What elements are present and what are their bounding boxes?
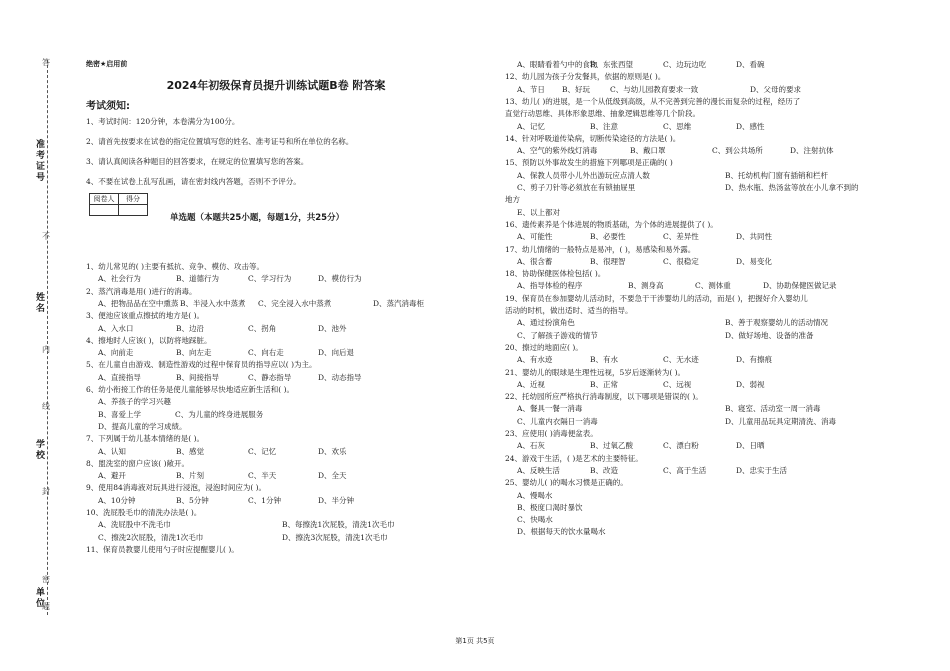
answer-option: A、记忆 — [517, 121, 545, 131]
answer-option: C、与幼儿园教育要求一致 — [610, 84, 699, 94]
answer-option: D、注射抗体 — [790, 146, 834, 156]
answer-option: D、忠实于生活 — [736, 465, 788, 475]
answer-option: D、提高儿童的学习成绩。 — [98, 421, 187, 431]
question-text: 7、下列属于幼儿基本情绪的是( )。 — [86, 434, 205, 444]
answer-option: D、弱视 — [736, 379, 765, 389]
margin-glyph: 内 — [42, 345, 50, 354]
answer-option: C、差异性 — [663, 232, 699, 242]
answer-option: D、协助保健医做记录 — [763, 281, 837, 291]
answer-option: C、向右走 — [248, 348, 284, 358]
answer-option: A、近视 — [517, 379, 545, 389]
answer-option: C、到公共场所 — [712, 146, 763, 156]
answer-option: D、做好场地、设备的准备 — [725, 330, 814, 340]
page-footer: 第1页 共5页 — [455, 637, 495, 645]
answer-option: C、边玩边吃 — [663, 60, 707, 69]
margin-glyph: 线 — [42, 402, 50, 411]
question-text: 4、擦地时人应该( )，以防将地踩脏。 — [86, 335, 212, 345]
answer-option: A、入水口 — [98, 323, 134, 333]
margin-label-exam-number: 准考证号 — [36, 140, 46, 183]
question-text: 16、遗传素养是个体进展的物质基础，为个体的进展提供了( )。 — [505, 219, 718, 229]
notice-item: 4、不要在试卷上乱写乱画，请在密封线内答题，否则不予评分。 — [86, 177, 301, 186]
answer-option: B、寝室、活动室一周一消毒 — [725, 404, 821, 414]
answer-option: B、戴口罩 — [630, 146, 666, 156]
question-text: 直觉行动思维、具体形象思维、抽象逻辑思维等几个阶段。 — [505, 109, 700, 119]
exam-title: 2024年初级保育员提升训练试题B卷 附答案 — [166, 79, 386, 92]
score-box-score: 得分 — [119, 194, 148, 205]
answer-option: B、测身高 — [628, 281, 664, 291]
answer-option: A、避开 — [98, 471, 126, 481]
answer-option: B、好玩 — [562, 84, 591, 94]
answer-option: C、很稳定 — [663, 256, 699, 266]
answer-option: B、必要性 — [590, 232, 626, 242]
answer-option: B、正常 — [590, 379, 619, 389]
answer-option: D、易变化 — [736, 256, 773, 266]
answer-option: A、石灰 — [517, 441, 545, 451]
answer-option: C、半天 — [248, 471, 277, 481]
answer-option: D、父母的要求 — [750, 84, 802, 94]
question-text: 9、使用84消毒液对玩具进行浸泡，浸泡时间应为( )。 — [86, 483, 267, 493]
answer-option: C、擦洗2次屁股，清洗1次毛巾 — [98, 532, 204, 542]
notice-heading: 考试须知: — [86, 101, 130, 112]
question-text: 8、盥洗室的窗户应该( )敞开。 — [86, 458, 190, 468]
question-text: 18、协助保健医体检包括( )。 — [505, 269, 606, 279]
answer-option: A、向前走 — [98, 348, 134, 358]
answer-option: A、慢喝水 — [517, 490, 553, 500]
answer-option: D、全天 — [318, 471, 347, 481]
answer-option: B、有水 — [590, 355, 619, 365]
answer-option: B、片刻 — [176, 471, 205, 481]
question-text: 25、婴幼儿( )的喝水习惯是正确的。 — [505, 478, 628, 488]
answer-option: A、反映生活 — [517, 465, 560, 475]
answer-option: D、擦洗3次屁股，清洗1次毛巾 — [282, 532, 388, 542]
answer-option: B、感觉 — [176, 446, 205, 456]
question-text: 24、游戏于生活，( )是艺术的主要特征。 — [505, 453, 643, 463]
answer-option: A、认知 — [98, 446, 126, 456]
notice-item: 3、请认真阅读各种题目的回答要求，在规定的位置填写您的答案。 — [86, 157, 309, 166]
question-text: 5、在儿童自由游戏、制造性游戏的过程中保育员的指导应以( )为主。 — [86, 360, 317, 370]
margin-glyph: 封 — [42, 487, 50, 496]
answer-option: A、把物品品在空中熏蒸 — [98, 298, 179, 308]
answer-option: A、可能性 — [517, 232, 553, 242]
question-text: 15、预防以外事故发生的措施下列哪项是正确的( ) — [505, 158, 673, 168]
question-text: 23、应使用( )消毒便盆表。 — [505, 429, 598, 438]
answer-option: B、托幼机构门窗有插销和栏杆 — [725, 170, 829, 180]
question-text: 19、保育员在参加婴幼儿活动时，不要急于干涉婴幼儿的活动，而是( )，把握好介入婴幼儿 — [505, 293, 808, 303]
score-box-reviewer-cell[interactable] — [90, 205, 119, 216]
margin-glyph: 不 — [42, 232, 50, 241]
answer-option: B、善于观察婴幼儿的活动情况 — [725, 318, 829, 328]
question-text: 22、托幼园所应严格执行消毒制度，以下哪项是错误的( )。 — [505, 392, 703, 402]
margin-glyph: 答 — [42, 58, 50, 67]
answer-option: C、静态指导 — [248, 372, 292, 382]
answer-option: A、社会行为 — [98, 274, 141, 284]
answer-option: A、很含蓄 — [517, 256, 553, 266]
answer-option: D、蒸汽消毒柜 — [373, 298, 425, 308]
answer-option: A、10分钟 — [98, 495, 136, 505]
answer-option: D、欢乐 — [318, 446, 347, 456]
answer-option: A、节日 — [517, 84, 545, 94]
answer-option: C、高于生活 — [663, 465, 707, 475]
answer-option: D、池外 — [318, 323, 347, 333]
margin-glyph: 密 — [42, 575, 50, 584]
answer-option: D、模仿行为 — [318, 274, 362, 284]
question-text: 17、幼儿情绪的一般特点是易冲，( )，易感染和易外露。 — [505, 244, 696, 254]
answer-option: D、看碗 — [736, 60, 765, 69]
answer-option: C、思维 — [663, 121, 692, 131]
margin-label-name: 姓名 — [36, 293, 46, 314]
answer-option: C、完全浸入水中蒸煮 — [258, 298, 332, 308]
answer-option: D、半分钟 — [318, 495, 355, 505]
answer-option: D、有擦痕 — [736, 355, 773, 365]
answer-option: D、日晒 — [736, 441, 765, 451]
binding-dashed-line — [47, 60, 48, 615]
answer-option: C、远视 — [663, 379, 692, 389]
answer-option: D、热水瓶、热汤盆等放在小儿拿不到的 — [725, 183, 859, 192]
answer-option: A、通过扮演角色 — [517, 318, 575, 328]
question-text: 12、幼儿园为孩子分发餐具，依据的原则是( )。 — [505, 72, 666, 82]
answer-option: A、眼睛看着勺中的食物 — [517, 60, 598, 69]
question-text: 6、幼小衔接工作的任务是使儿童能够尽快地适应新生活和( )。 — [86, 385, 295, 394]
answer-option: C、了解孩子游戏的情节 — [517, 330, 598, 340]
question-text: 11、保育员教婴儿使用勺子时应提醒婴儿( )。 — [86, 544, 239, 554]
question-text: 20、擦过的地面应( )。 — [505, 342, 583, 352]
answer-option: E、以上都对 — [517, 207, 560, 217]
question-text: 2、蒸汽消毒是用( )进行的消毒。 — [86, 286, 197, 296]
answer-option: B、极度口渴时暴饮 — [517, 502, 583, 512]
answer-option: B、每擦洗1次屁股，清洗1次毛巾 — [282, 520, 395, 530]
question-text: 活动的时机，做出适时、适当的指导。 — [505, 306, 633, 315]
answer-option: B、向左走 — [176, 348, 212, 358]
answer-option: C、学习行为 — [248, 274, 292, 284]
answer-option: D、儿童用品玩具定期清洗、消毒 — [725, 416, 837, 426]
answer-option: B、过氧乙酸 — [590, 441, 634, 451]
answer-option: B、喜爱上学 — [98, 409, 142, 419]
answer-option: C、为儿童的终身进展服务 — [175, 409, 264, 419]
answer-option: C、儿童内衣隔日一消毒 — [517, 416, 598, 426]
answer-option: D、动态指导 — [318, 372, 362, 382]
answer-option: C、1分钟 — [248, 495, 282, 505]
answer-option: A、指导体检的程序 — [517, 281, 583, 291]
section-heading: 单选题（本题共25小题，每题1分，共25分） — [170, 213, 345, 223]
answer-option: A、空气的紫外线灯消毒 — [517, 146, 598, 156]
answer-option: C、记忆 — [248, 446, 277, 456]
score-box — [89, 193, 148, 216]
answer-option: B、很理智 — [590, 256, 626, 266]
question-text: 1、幼儿常见的( )主要有抵抗、竞争、模仿、攻击等。 — [86, 262, 265, 271]
answer-option: D、根据每天的饮水量喝水 — [517, 527, 606, 537]
notice-item: 2、请首先按要求在试卷的指定位置填写您的姓名、准考证号和所在单位的名称。 — [86, 137, 354, 146]
question-text: 地方 — [505, 195, 520, 205]
answer-option: C、快喝水 — [517, 515, 553, 525]
answer-option: A、餐具一餐一消毒 — [517, 404, 583, 414]
answer-option: B、道德行为 — [176, 274, 220, 284]
answer-option: B、5分钟 — [176, 495, 209, 505]
answer-option: A、保教人员带小儿外出游玩应点清人数 — [517, 170, 650, 180]
answer-option: A、洗屁股中不洗毛巾 — [98, 520, 171, 530]
answer-option: C、测体重 — [695, 281, 731, 291]
answer-option: B、改造 — [590, 465, 619, 475]
answer-option: C、拐角 — [248, 323, 277, 333]
margin-label-unit: 单位 — [36, 588, 46, 609]
answer-option: D、向后退 — [318, 348, 355, 358]
answer-option: B、注意 — [590, 121, 619, 131]
answer-option: C、剪子刀针等必须放在有锁抽屉里 — [517, 183, 636, 192]
answer-option: B、边沿 — [176, 323, 205, 333]
score-box-reviewer: 阅卷人 — [90, 194, 119, 205]
answer-option: C、无水迹 — [663, 355, 699, 365]
answer-option: B、东张西望 — [590, 60, 634, 69]
answer-option: B、半浸入水中蒸煮 — [180, 298, 246, 308]
answer-option: A、养孩子的学习兴趣 — [98, 397, 171, 407]
answer-option: A、有水迹 — [517, 355, 553, 365]
margin-label-school: 学校 — [36, 440, 46, 461]
score-box-score-cell[interactable] — [119, 205, 148, 216]
confidential-mark: 绝密★启用前 — [86, 60, 128, 68]
question-text: 10、洗屁股毛巾的清洗办法是( )。 — [86, 508, 202, 517]
question-text: 13、幼儿( )的进展，是一个从低级到高级，从不完善到完善的漫长而复杂的过程，经历了 — [505, 96, 801, 106]
margin-glyph: 题 — [42, 602, 50, 611]
answer-option: C、漂白粉 — [663, 441, 699, 451]
answer-option: B、间接指导 — [176, 372, 220, 382]
question-text: 3、便池应该重点擦拭的地方是( )。 — [86, 311, 205, 321]
answer-option: D、感性 — [736, 121, 765, 131]
notice-item: 1、考试时间：120分钟，本卷满分为100分。 — [86, 117, 240, 126]
answer-option: D、共同性 — [736, 232, 773, 242]
question-text: 21、婴幼儿的眼球是生理性远视，5岁后逐渐转为( )。 — [505, 367, 686, 377]
question-text: 14、针对呼吸道传染病，切断传染途径的方法是( )。 — [505, 133, 681, 143]
answer-option: A、直接指导 — [98, 372, 141, 382]
